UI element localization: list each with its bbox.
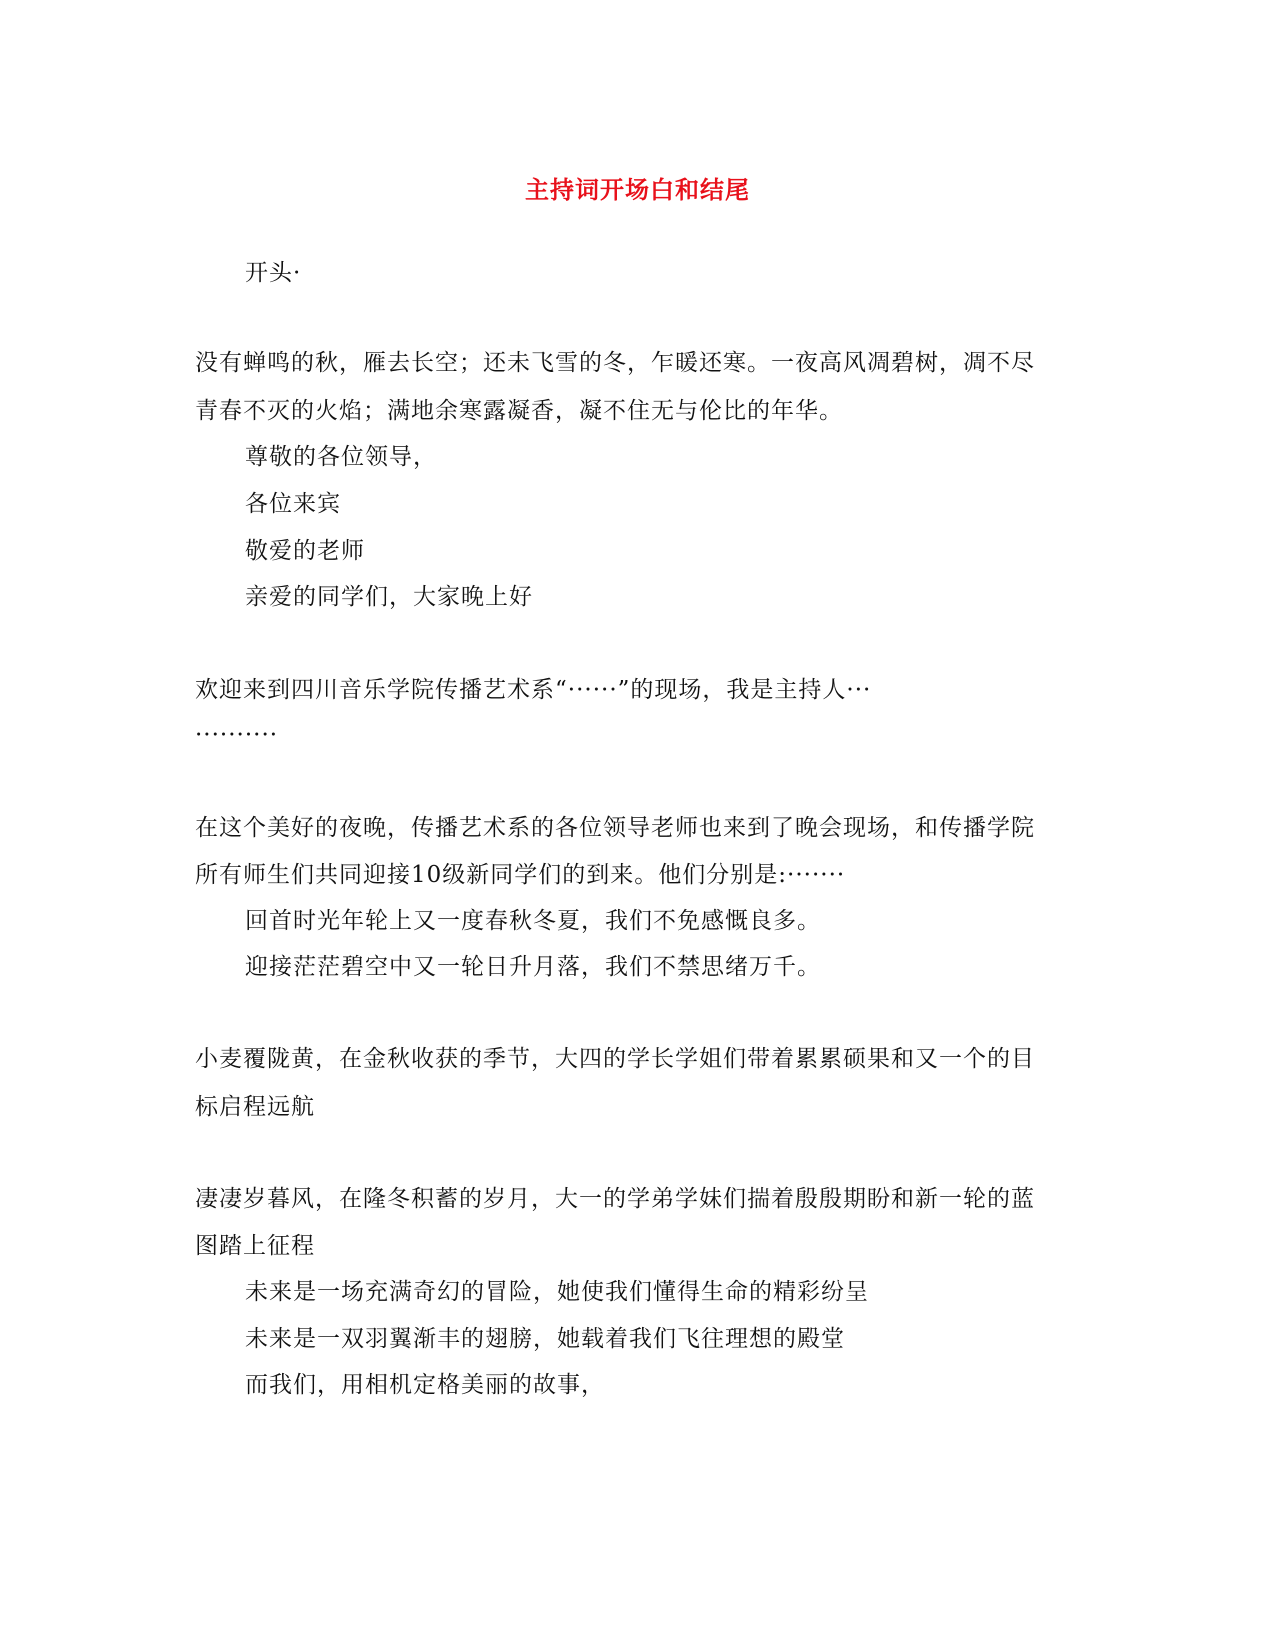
paragraph-line: 小麦覆陇黄，在金秋收获的季节，大四的学长学姐们带着累累硕果和又一个的目	[195, 1046, 1035, 1072]
section-heading-opening: 开头·	[245, 260, 302, 286]
paragraph-line: 所有师生们共同迎接10级新同学们的到来。他们分别是:·······	[195, 862, 846, 888]
paragraph-line: 标启程远航	[195, 1094, 315, 1120]
paragraph-line: 回首时光年轮上又一度春秋冬夏，我们不免感慨良多。	[245, 908, 821, 934]
paragraph-line: ··········	[195, 722, 279, 748]
document-title: 主持词开场白和结尾	[525, 175, 750, 204]
greeting-line: 各位来宾	[245, 491, 341, 517]
paragraph-line: 而我们，用相机定格美丽的故事，	[245, 1372, 605, 1398]
paragraph-line: 未来是一场充满奇幻的冒险，她使我们懂得生命的精彩纷呈	[245, 1279, 869, 1305]
paragraph-line: 图踏上征程	[195, 1233, 315, 1259]
paragraph-line: 没有蝉鸣的秋，雁去长空；还未飞雪的冬，乍暖还寒。一夜高风凋碧树，凋不尽	[195, 350, 1035, 376]
paragraph-line: 未来是一双羽翼渐丰的翅膀，她载着我们飞往理想的殿堂	[245, 1326, 845, 1352]
paragraph-line: 在这个美好的夜晚，传播艺术系的各位领导老师也来到了晚会现场，和传播学院	[195, 815, 1035, 841]
paragraph-line: 凄凄岁暮风，在隆冬积蓄的岁月，大一的学弟学妹们揣着殷殷期盼和新一轮的蓝	[195, 1186, 1035, 1212]
greeting-line: 尊敬的各位领导，	[245, 444, 437, 470]
paragraph-line: 青春不灭的火焰；满地余寒露凝香，凝不住无与伦比的年华。	[195, 398, 843, 424]
greeting-line: 敬爱的老师	[245, 538, 365, 564]
paragraph-line: 欢迎来到四川音乐学院传播艺术系“······”的现场，我是主持人···	[195, 677, 872, 703]
greeting-line: 亲爱的同学们，大家晚上好	[245, 584, 533, 610]
paragraph-line: 迎接茫茫碧空中又一轮日升月落，我们不禁思绪万千。	[245, 954, 821, 980]
